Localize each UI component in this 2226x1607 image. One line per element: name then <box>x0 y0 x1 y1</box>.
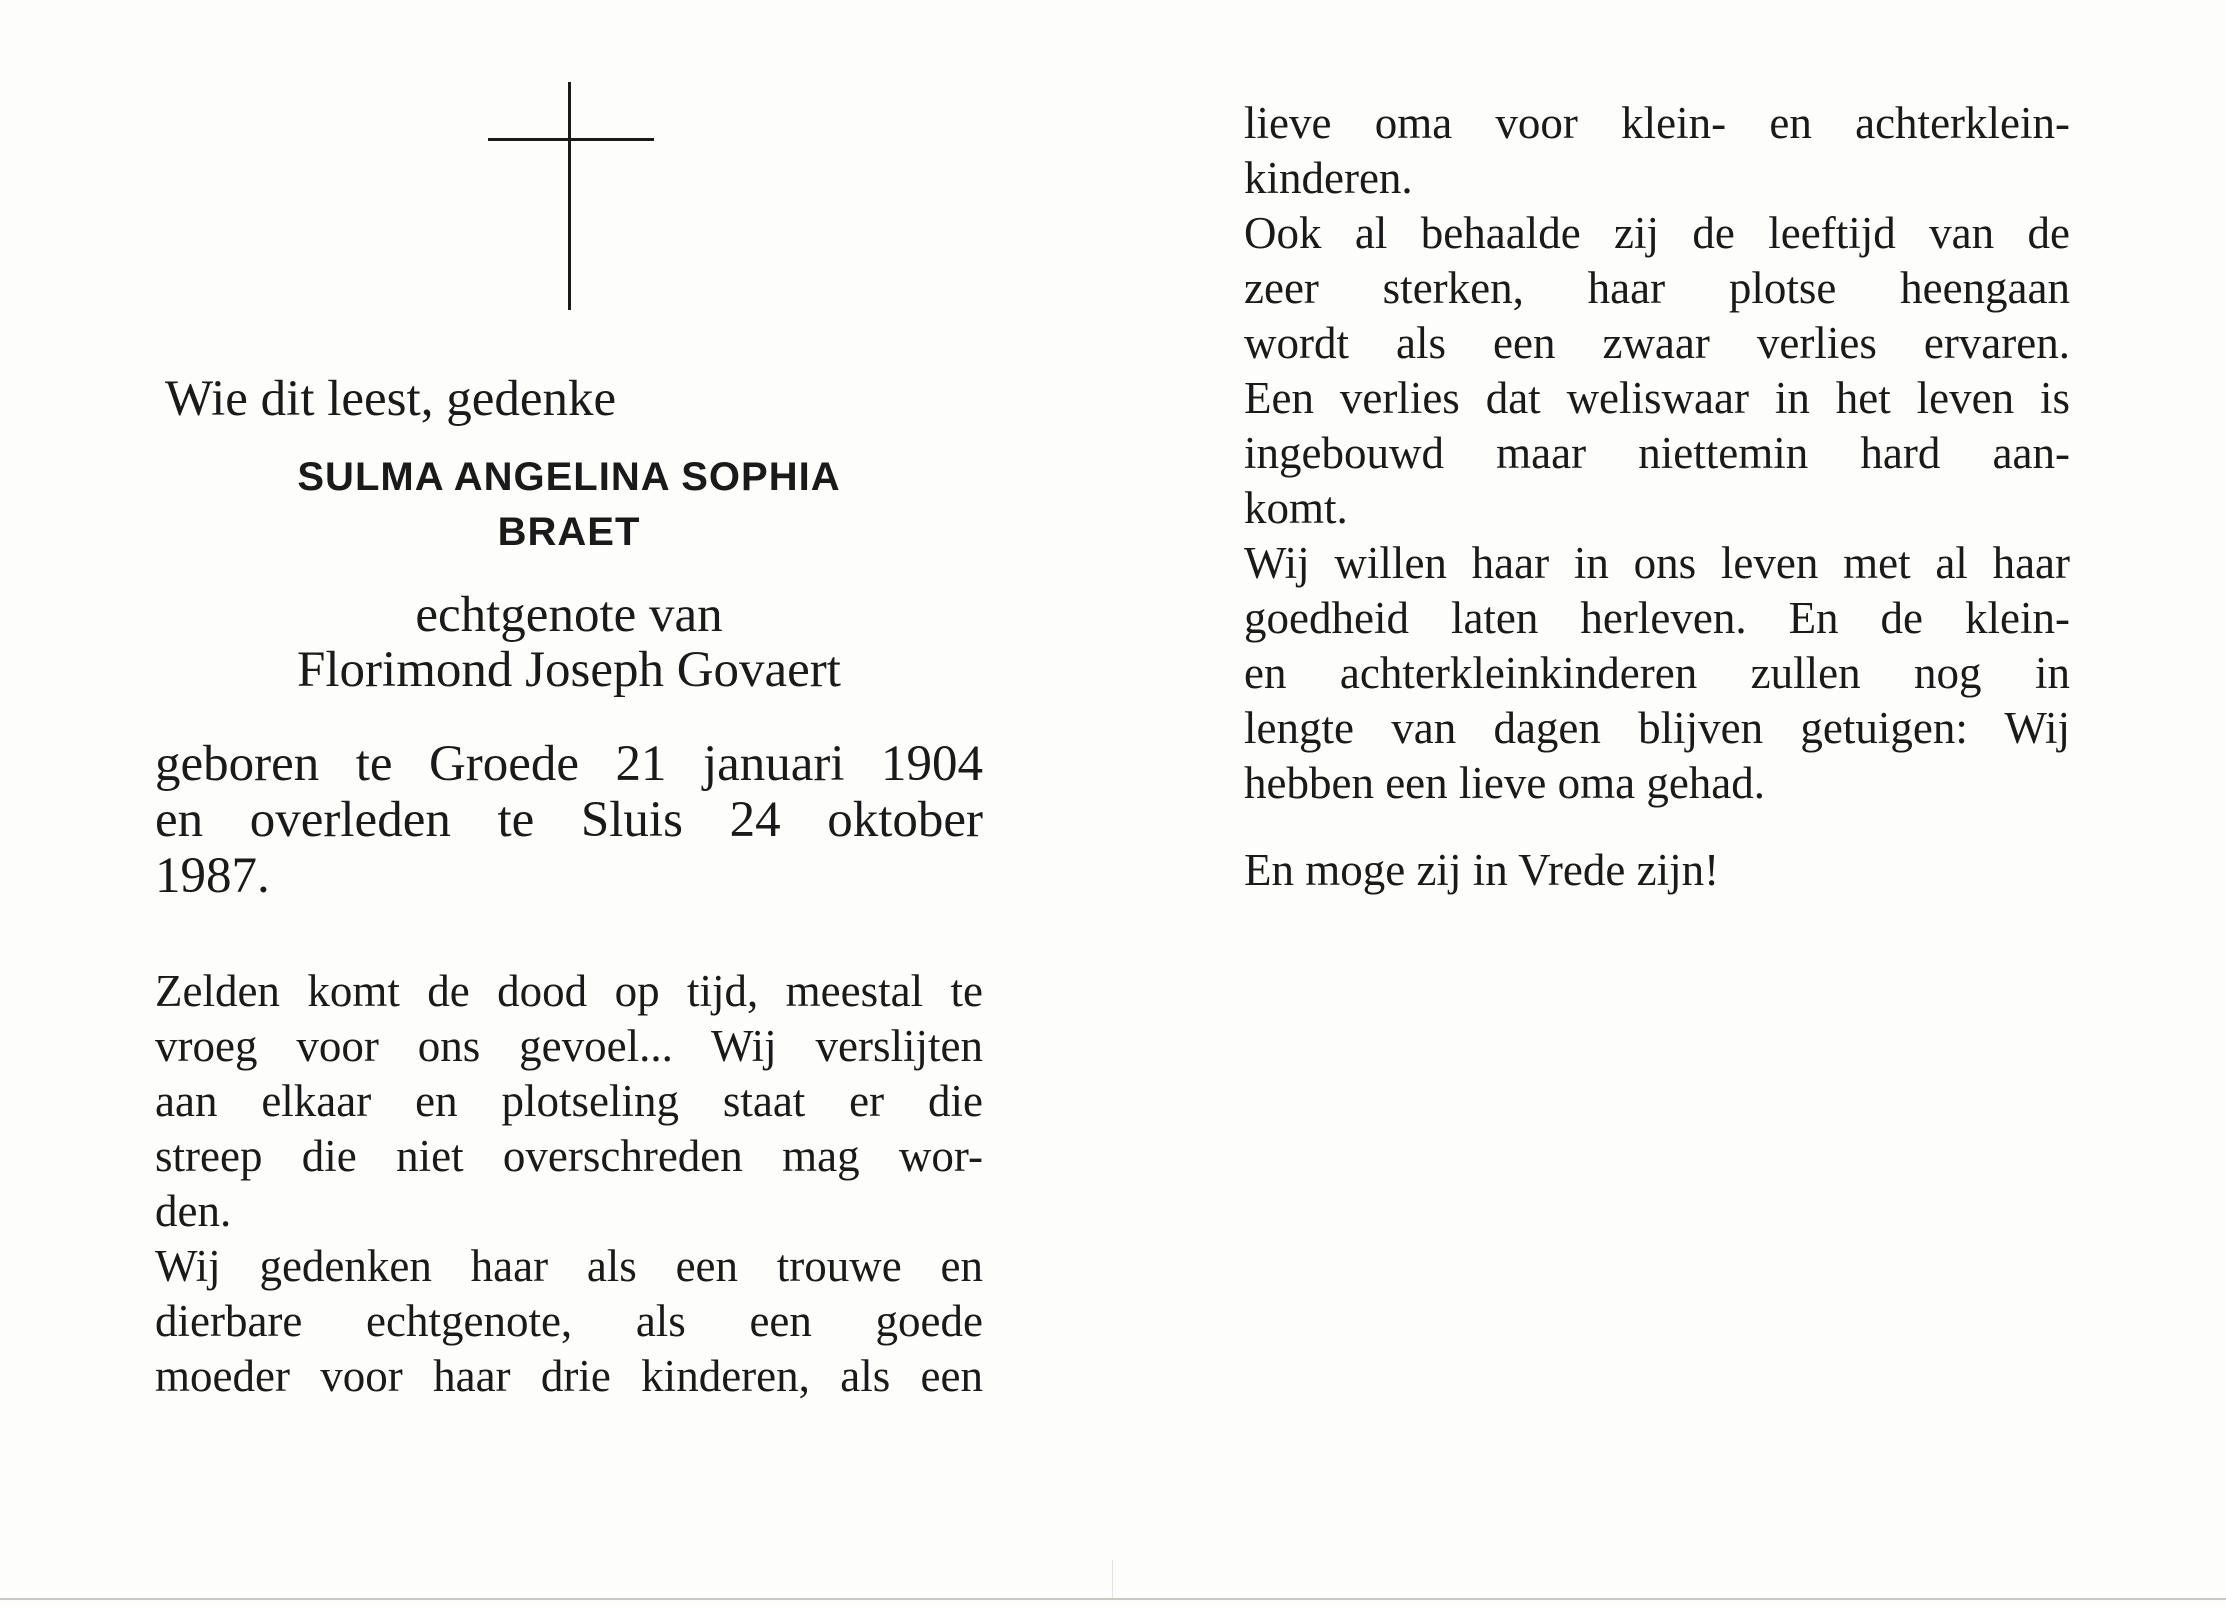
remembrance-paragraph <box>155 1239 983 1404</box>
left-page <box>155 368 983 1404</box>
text-line: vroeg voor ons gevoel... Wij verslijten <box>155 1021 983 1071</box>
spouse-block <box>155 588 983 698</box>
text-line: lengte van dagen blijven getuigen: Wij <box>1244 703 2070 753</box>
text-line: komt. <box>1244 483 1348 533</box>
text-line: goedheid laten herleven. En de klein- <box>1244 593 2070 643</box>
text-line: den. <box>155 1186 232 1236</box>
cross-vertical-bar <box>568 82 571 310</box>
deceased-name-line-1: SULMA ANGELINA SOPHIA <box>297 455 841 499</box>
text-line: dierbare echtgenote, als een goede <box>155 1296 983 1346</box>
text-line: moeder voor haar drie kinderen, als een <box>155 1351 983 1401</box>
text-line: kinderen. <box>1244 153 1413 203</box>
age-paragraph <box>1244 206 2070 536</box>
dates-line: 1987. <box>155 848 270 904</box>
text-line: ingebouwd maar niettemin hard aan- <box>1244 428 2070 478</box>
text-line: Zelden komt de dood op tijd, meestal te <box>155 966 983 1016</box>
text-line: en achterkleinkinderen zullen nog in <box>1244 648 2070 698</box>
continuation-paragraph <box>1244 96 2070 206</box>
text-line: hebben een lieve oma gehad. <box>1244 758 1766 808</box>
legacy-paragraph <box>1244 536 2070 811</box>
text-line: Ook al behaalde zij de leeftijd van de <box>1244 208 2070 258</box>
text-line: wordt als een zwaar verlies ervaren. <box>1244 318 2070 368</box>
spouse-relation: echtgenote van <box>415 587 723 643</box>
text-line: streep die niet overschreden mag wor- <box>155 1131 983 1181</box>
cross-horizontal-bar <box>488 138 654 141</box>
text-line: zeer sterken, haar plotse heengaan <box>1244 263 2070 313</box>
spouse-name: Florimond Joseph Govaert <box>297 642 841 698</box>
intro-line: Wie dit leest, gedenke <box>165 371 617 427</box>
text-line: Wij gedenken haar als een trouwe en <box>155 1241 983 1291</box>
deceased-name <box>155 450 983 560</box>
text-line: aan elkaar en plotseling staat er die <box>155 1076 983 1126</box>
text-line: En moge zij in Vrede zijn! <box>1244 845 1720 895</box>
cross-icon <box>488 82 654 310</box>
reflection-paragraph <box>155 964 983 1239</box>
dates-line: en overleden te Sluis 24 oktober <box>155 792 983 848</box>
birth-death-dates <box>155 736 983 904</box>
text-line: lieve oma voor klein- en achterklein- <box>1244 98 2070 148</box>
text-line: Een verlies dat weliswaar in het leven is <box>1244 373 2070 423</box>
deceased-name-line-2: BRAET <box>497 510 641 554</box>
right-page <box>1244 96 2070 898</box>
card-fold-mark <box>1112 1560 1113 1600</box>
card-bottom-edge <box>0 1598 2226 1600</box>
closing-line <box>1244 843 2070 898</box>
text-line: Wij willen haar in ons leven met al haar <box>1244 538 2070 588</box>
dates-line: geboren te Groede 21 januari 1904 <box>155 736 983 792</box>
